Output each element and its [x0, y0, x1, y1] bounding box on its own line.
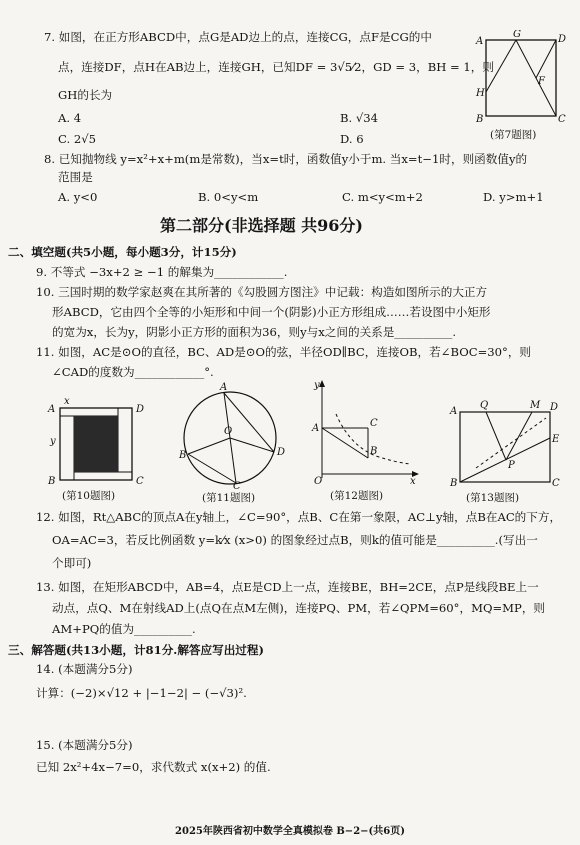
q7-line-1: 7. 如图，在正方形ABCD中，点G是AD边上的点，连接CG，点F是CG的中: [44, 30, 432, 44]
q11-line-1: 11. 如图，AC是⊙O的直径，BC、AD是⊙O的弦，半径OD∥BC，连接OB，若∠BOC=30°，则: [36, 345, 532, 359]
q14-problem: 计算：(−2)×√12 + |−1−2| − (−√3)².: [36, 686, 247, 700]
fig12-label-c: C: [370, 418, 378, 429]
fig12-label-x: x: [410, 476, 416, 487]
q7-option-c: C. 2√5: [58, 132, 96, 146]
q7-option-d: D. 6: [340, 132, 364, 146]
q12-line-2: OA=AC=3，若反比例函数 y=k⁄x (x>0) 的图象经过点B，则k的值可能是__________.(写出一: [52, 533, 538, 547]
answer-heading: 三、解答题(共13小题，计81分.解答应写出过程): [8, 643, 264, 657]
fig7-label-d: D: [558, 34, 567, 45]
fig10-label-x: x: [64, 396, 70, 407]
q7-option-a: A. 4: [58, 111, 82, 125]
fig7-label-a: A: [476, 36, 484, 47]
q7-line-2: 点，连接DF，点H在AB边上，连接GH，已知DF = 3√5⁄2，GD = 3，BH = 1，则: [58, 60, 494, 74]
fig13-label-m: M: [530, 400, 541, 411]
fig7-caption: (第7题图): [490, 129, 537, 141]
fig7-label-b: B: [476, 114, 484, 125]
fig12-label-o: O: [314, 476, 323, 487]
fig13-label-c: C: [552, 478, 560, 488]
fig12-caption: (第12题图): [330, 490, 384, 502]
fig11-label-a: A: [220, 382, 228, 393]
fig13-label-b: B: [450, 478, 458, 488]
figure-13: [448, 398, 560, 488]
fig12-label-y: y: [314, 380, 320, 391]
q8-option-d: D. y>m+1: [483, 190, 544, 204]
q12-line-3: 个即可): [52, 556, 92, 570]
fig10-caption: (第10题图): [62, 490, 116, 502]
q8-option-c: C. m<y<m+2: [342, 190, 423, 204]
fig12-label-b: B: [370, 446, 378, 457]
fig13-label-e: E: [552, 434, 560, 445]
q10-line-3: 的宽为x，长为y，阴影小正方形的面积为36，则y与x之间的关系是__________.: [52, 325, 457, 339]
fig7-label-f: F: [538, 76, 545, 87]
q8-option-a: A. y<0: [58, 190, 98, 204]
fig10-label-d: D: [136, 404, 145, 415]
fig13-label-d: D: [550, 402, 559, 413]
fig11-label-c: C: [233, 481, 241, 490]
fig10-label-c: C: [136, 476, 144, 486]
fig10-label-a: A: [48, 404, 56, 415]
fig10-label-y: y: [50, 436, 56, 447]
fig13-caption: (第13题图): [466, 492, 520, 504]
q12-line-1: 12. 如图，Rt△ABC的顶点A在y轴上，∠C=90°，点B、C在第一象限，AC⊥y轴，点B在AC的下方，: [36, 510, 562, 524]
q9: 9. 不等式 −3x+2 ≥ −1 的解集为____________.: [36, 265, 288, 279]
figure-7: [474, 30, 570, 130]
fig11-label-b: B: [179, 450, 187, 461]
q13-line-1: 13. 如图，在矩形ABCD中，AB=4，点E是CD上一点，连接BE，BH=2CE，点P是线段BE上一: [36, 580, 539, 594]
q10-line-2: 形ABCD，它由四个全等的小矩形和中间一个(阴影)小正方形组成……若设图中小矩形: [52, 305, 491, 319]
q8-option-b: B. 0<y<m: [198, 190, 259, 204]
q10-line-1: 10. 三国时期的数学家赵爽在其所著的《勾股圆方图注》中记载：构造如图所示的大正方: [36, 285, 488, 299]
figure-11: [178, 382, 288, 490]
fig7-label-g: G: [513, 30, 521, 40]
q13-line-2: 动点，点Q、M在射线AD上(点Q在点M左侧)，连接PQ、PM，若∠QPM=60°，MQ=MP，则: [52, 601, 546, 615]
fig10-label-b: B: [48, 476, 56, 486]
fig7-label-h: H: [476, 88, 485, 99]
fig11-label-o: O: [224, 426, 233, 437]
q8-line-1: 8. 已知抛物线 y=x²+x+m(m是常数)，当x=t时，函数值y小于m. 当x=t−1时，则函数值y的: [44, 152, 528, 166]
q13-line-3: AM+PQ的值为__________.: [52, 622, 196, 636]
q7-line-3: GH的长为: [58, 88, 113, 102]
fig11-label-d: D: [277, 447, 286, 458]
q15-heading: 15. (本题满分5分): [36, 738, 133, 752]
q7-option-b: B. √34: [340, 111, 379, 125]
figure-10: [42, 394, 152, 486]
fig7-label-c: C: [558, 114, 566, 125]
fig13-label-p: P: [508, 460, 515, 471]
fig12-label-a: A: [312, 423, 320, 434]
q15-problem: 已知 2x²+4x−7=0，求代数式 x(x+2) 的值.: [36, 760, 271, 774]
q14-heading: 14. (本题满分5分): [36, 662, 133, 676]
fig13-label-a: A: [450, 406, 458, 417]
q11-line-2: ∠CAD的度数为____________°.: [52, 365, 214, 379]
figure-12: [310, 378, 422, 488]
section-title: 第二部分(非选择题 共96分): [160, 216, 363, 235]
fig11-caption: (第11题图): [202, 492, 256, 504]
page-footer: 2025年陕西省初中数学全真模拟卷 B−2−(共6页): [175, 826, 405, 837]
fill-in-heading: 二、填空题(共5小题，每小题3分，计15分): [8, 245, 237, 259]
q8-line-2: 范围是: [58, 170, 93, 184]
fig13-label-q: Q: [480, 400, 489, 411]
